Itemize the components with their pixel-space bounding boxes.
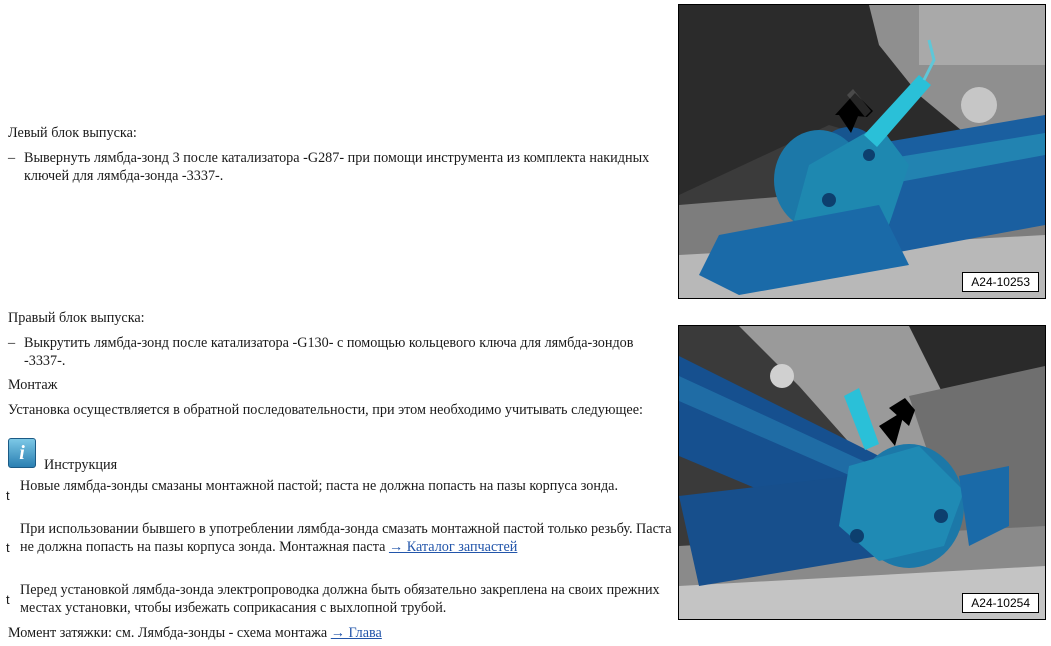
figure-right-exhaust [678,325,1046,620]
note-item [6,581,666,617]
left-block-step [8,149,663,185]
info-icon: i [8,438,36,468]
note-item-text: Перед установкой лямбда-зонда электропроводка должна быть обязательно закреплена на своих прежних местах установки, чтобы избежать соприкасания с выхлопной трубой. [20,582,660,616]
note-item [6,520,672,556]
chapter-link[interactable]: → Глава [330,625,382,641]
note-item-text: Новые лямбда-зонды смазаны монтажной пастой; паста не должна попасть на пазы корпуса зонда. [20,478,619,494]
parts-catalog-link[interactable]: → Каталог запчастей [388,539,518,555]
torque-line [8,624,668,642]
mounting-heading: Монтаж [8,377,58,393]
torque-text: Момент затяжки: см. Лямбда-зонды - схема монтажа [8,625,331,641]
left-block-heading: Левый блок выпуска: [8,125,137,141]
note-item-content [6,520,672,556]
note-bullet: t [6,488,10,503]
dash-bullet: – [8,150,16,166]
right-block-step [8,334,673,370]
figure-left-exhaust-illustration [679,5,1045,298]
right-block-heading: Правый блок выпуска: [8,310,145,326]
figure-right-exhaust-illustration [679,326,1045,619]
note-item-text: При использовании бывшего в употреблении лямбда-зонда смазать монтажной пастой только резьбу. Паста не должна попасть на пазы корпуса зонда. Монтажная паста [20,521,672,555]
mounting-text: Установка осуществляется в обратной последовательности, при этом необходимо учитывать следующее: [8,402,643,418]
figure-label: A24-10254 [962,593,1039,613]
right-block-step-text: Выкрутить лямбда-зонд после катализатора -G130- с помощью кольцевого ключа для лямбда-зондов -3337-. [24,335,634,369]
note-bullet: t [6,540,10,555]
left-block-step-text: Вывернуть лямбда-зонд 3 после катализатора -G287- при помощи инструмента из комплекта накидных ключей для лямбда-зонда -3337-. [24,150,650,184]
figure-left-exhaust [678,4,1046,299]
figure-label: A24-10253 [962,272,1039,292]
dash-bullet: – [8,335,16,351]
note-title: Инструкция [44,457,118,473]
note-bullet: t [6,592,10,607]
note-item [6,477,666,503]
